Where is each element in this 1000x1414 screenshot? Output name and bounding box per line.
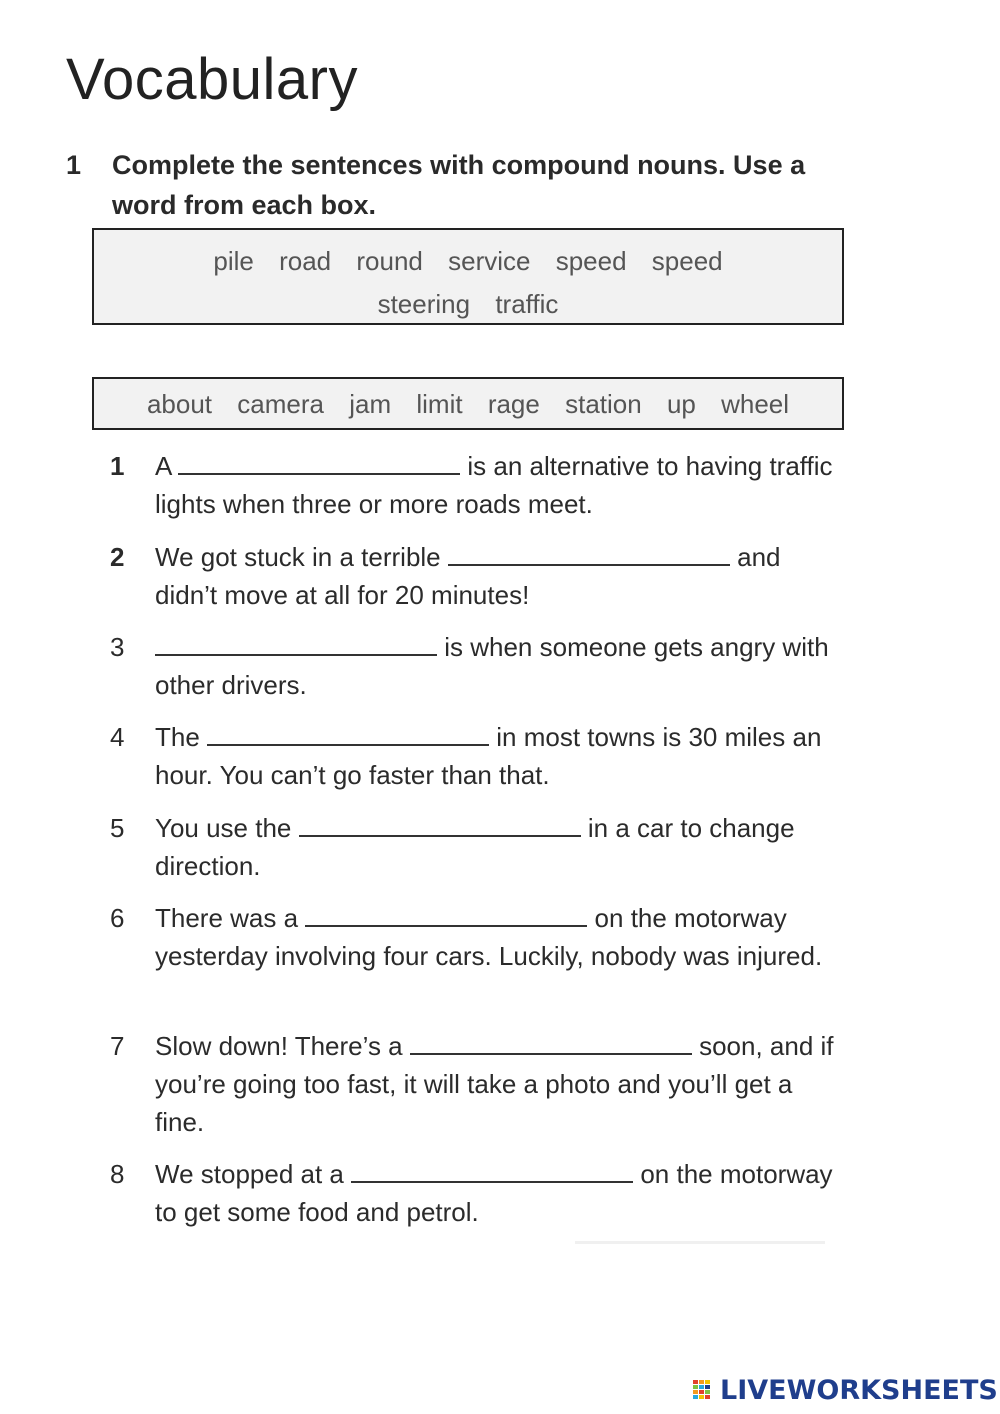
answer-blank[interactable]: [178, 449, 460, 475]
sentence-item: [110, 899, 840, 975]
sentence-after: in most towns is 30 miles an hour. You can’t go faster than that.: [155, 722, 822, 790]
word-box-word: up: [666, 389, 696, 419]
sentence-after: soon, and if you’re going too fast, it will take a photo and you’ll get a fine.: [155, 1031, 834, 1137]
exercise-number: 1: [66, 150, 82, 180]
sentence-number: 1: [110, 451, 125, 481]
word-box-word: camera: [237, 389, 324, 419]
answer-blank[interactable]: [155, 630, 437, 656]
sentence-number: 8: [110, 1159, 125, 1189]
sentence-item: [110, 628, 840, 704]
word-box-second: [92, 377, 844, 430]
sentence-after: is an alternative to having traffic lights when three or more roads meet.: [155, 451, 833, 519]
sentence-before: A: [155, 451, 171, 481]
answer-blank[interactable]: [410, 1029, 692, 1055]
sentence-number: 2: [110, 542, 125, 572]
word-box-word: pile: [213, 246, 254, 276]
sentence-item: [110, 447, 840, 523]
sentence-after: in a car to change direction.: [155, 813, 795, 881]
sentence-number: 7: [110, 1031, 125, 1061]
word-box-word: jam: [349, 389, 392, 419]
word-box-word: limit: [416, 389, 463, 419]
sentence-before: There was a: [155, 903, 299, 933]
word-box-word: rage: [487, 389, 540, 419]
sentence-item: [110, 1155, 840, 1231]
sentence-before: We stopped at a: [155, 1159, 344, 1189]
sentence-number: 4: [110, 722, 125, 752]
sentence-before: You use the: [155, 813, 292, 843]
word-box-first: [92, 228, 844, 325]
page-title: Vocabulary: [66, 47, 358, 112]
answer-blank[interactable]: [305, 901, 587, 927]
sentence-after: and didn’t move at all for 20 minutes!: [155, 542, 781, 610]
sentence-before: We got stuck in a terrible: [155, 542, 441, 572]
word-box-word: round: [356, 246, 423, 276]
divider: [575, 1241, 825, 1244]
answer-blank[interactable]: [351, 1157, 633, 1183]
sentence-before: Slow down! There’s a: [155, 1031, 403, 1061]
sentence-number: 5: [110, 813, 125, 843]
word-box-word: about: [146, 389, 213, 419]
answer-blank[interactable]: [299, 811, 581, 837]
word-box-word: traffic: [495, 289, 559, 319]
sentence-number: 3: [110, 632, 125, 662]
word-box-word: station: [565, 389, 642, 419]
sentence-number: 6: [110, 903, 125, 933]
sentence-after: on the motorway yesterday involving four cars. Luckily, nobody was injured.: [155, 903, 823, 971]
liveworksheets-logo[interactable]: [692, 1372, 998, 1408]
sentence-after: on the motorway to get some food and petrol.: [155, 1159, 833, 1227]
sentence-item: [110, 1027, 840, 1141]
word-box-word: road: [279, 246, 332, 276]
answer-blank[interactable]: [207, 720, 489, 746]
word-box-word: wheel: [721, 389, 790, 419]
word-box-word: service: [448, 246, 531, 276]
sentence-item: [110, 718, 840, 794]
instruction-text: Complete the sentences with compound nouns. Use a word from each box.: [112, 150, 806, 220]
exercise-instruction: [66, 145, 836, 225]
answer-blank[interactable]: [448, 540, 730, 566]
word-box-word: speed: [555, 246, 627, 276]
logo-text: LIVEWORKSHEETS: [720, 1374, 998, 1406]
sentence-item: [110, 538, 840, 614]
word-box-word: speed: [651, 246, 723, 276]
word-box-first-line2: [144, 283, 792, 326]
word-box-word: steering: [377, 289, 471, 319]
sentence-item: [110, 809, 840, 885]
word-box-first-line1: [144, 240, 792, 283]
sentence-after: is when someone gets angry with other drivers.: [155, 632, 829, 700]
sentence-before: The: [155, 722, 200, 752]
liveworksheets-logo-icon: [692, 1378, 716, 1402]
